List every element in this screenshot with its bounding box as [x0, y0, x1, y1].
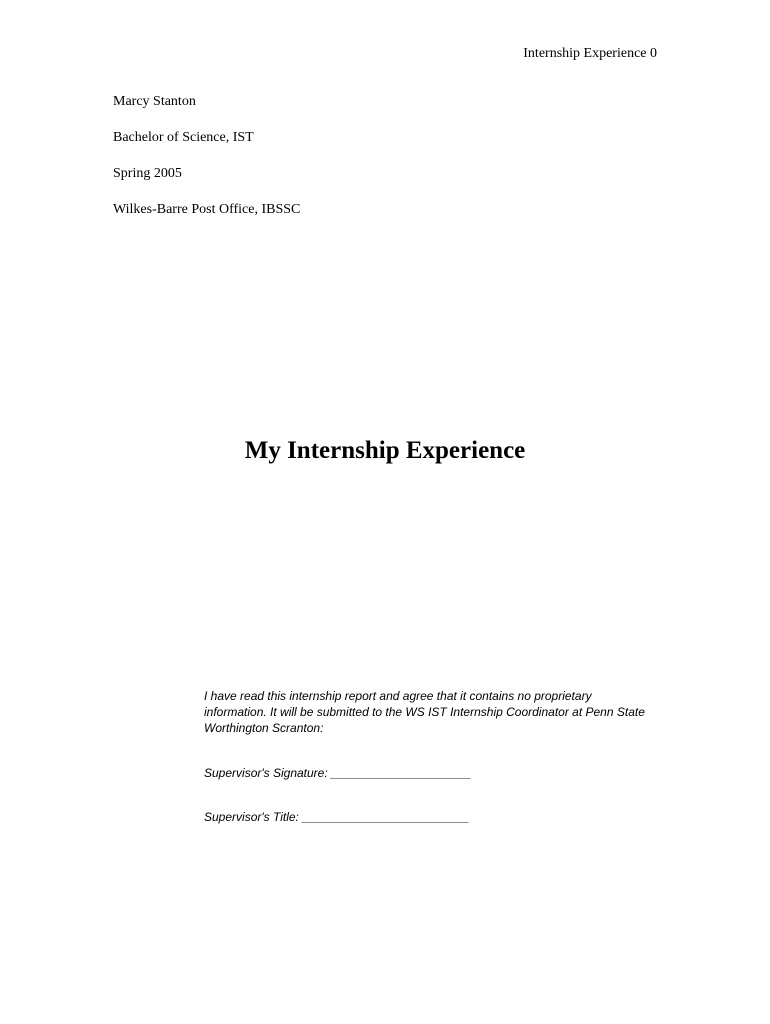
- internship-organization: Wilkes-Barre Post Office, IBSSC: [113, 202, 301, 217]
- approval-statement: I have read this internship report and agree that it contains no proprietary information. It will be submitted to the WS IST Internship Coordinator at Penn State Worthington Scranton:: [204, 689, 645, 735]
- degree-program: Bachelor of Science, IST: [113, 130, 254, 145]
- supervisor-signature-line: Supervisor's Signature: _____________________: [204, 766, 472, 780]
- supervisor-approval-section: [204, 688, 654, 824]
- running-header: Internship Experience 0: [523, 46, 657, 61]
- student-name: Marcy Stanton: [113, 94, 196, 109]
- term: Spring 2005: [113, 166, 182, 181]
- student-info-block: [113, 92, 300, 236]
- document-title: My Internship Experience: [244, 437, 526, 464]
- supervisor-title-line: Supervisor's Title: _________________________: [204, 810, 470, 824]
